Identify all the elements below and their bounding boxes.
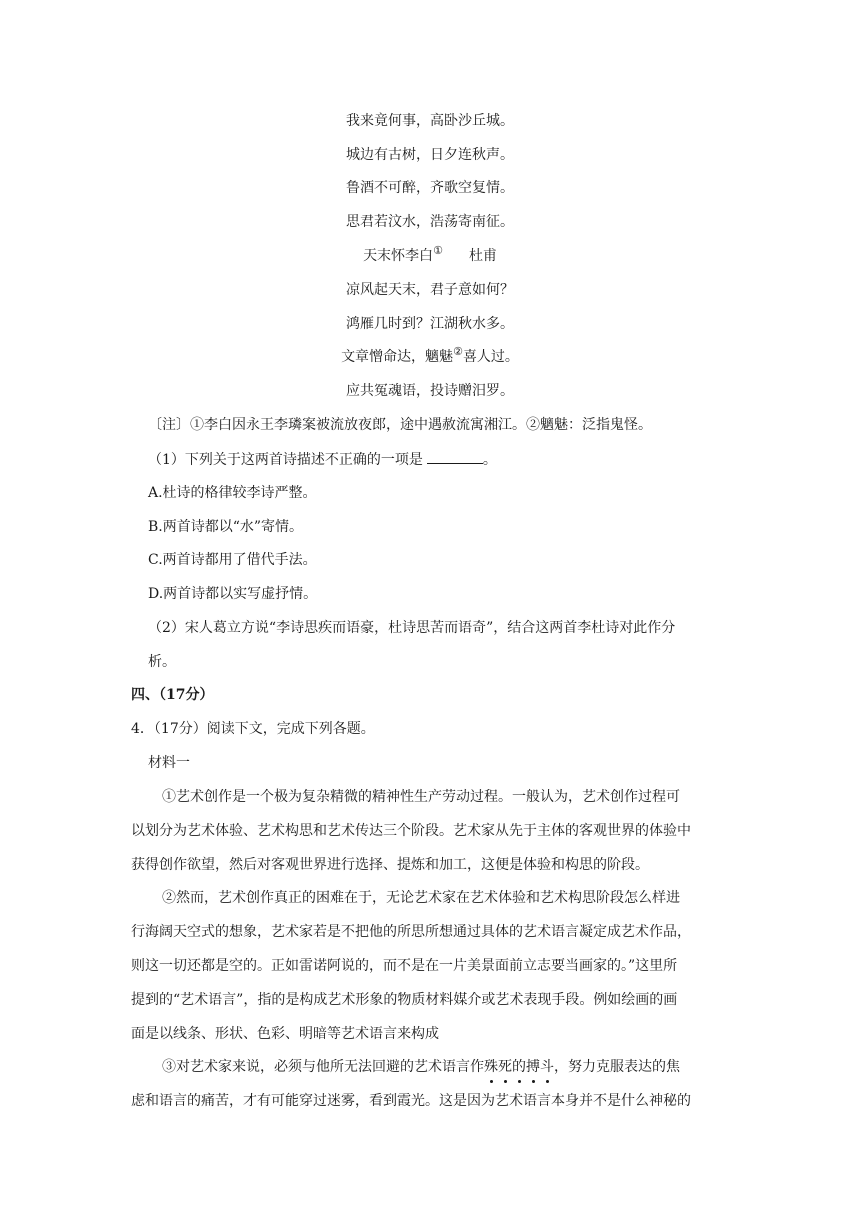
emphasized-char: 的 <box>512 1059 526 1075</box>
emphasized-phrase <box>484 1059 554 1075</box>
option-a: A.杜诗的格律较李诗严整。 <box>148 485 317 501</box>
option-c: C.两首诗都用了借代手法。 <box>148 552 317 568</box>
paragraph-line: 虑和语言的痛苦，才有可能穿过迷雾，看到霞光。这是因为艺术语言本身并不是什么神秘的 <box>131 1093 691 1109</box>
emphasized-char: 死 <box>498 1059 512 1075</box>
poem2-line-part: 文章憎命达，魑魅 <box>341 349 454 365</box>
poem1-line: 思君若汶水，浩荡寄南征。 <box>346 214 514 230</box>
poem1-line: 我来竟何事，高卧沙丘城。 <box>346 113 514 129</box>
question-1-stem <box>148 449 497 469</box>
poem2-line: 鸿雁几时到？江湖秋水多。 <box>346 316 514 332</box>
emphasized-char: 殊 <box>484 1059 498 1075</box>
answer-blank <box>427 449 483 464</box>
note-marker: ① <box>433 244 443 257</box>
question-1-end: 。 <box>482 452 497 468</box>
poem2-line: 应共冤魂语，投诗赠汨罗。 <box>346 383 514 399</box>
option-d: D.两首诗都以实写虚抒情。 <box>148 586 318 602</box>
question-2-line: （2）宋人葛立方说“李诗思疾而语豪，杜诗思苦而语奇”，结合这两首李杜诗对此作分 <box>148 620 676 636</box>
paragraph-line: ①艺术创作是一个极为复杂精微的精神性生产劳动过程。一般认为，艺术创作过程可 <box>162 789 680 805</box>
poem2-title-line <box>0 246 860 266</box>
paragraph-text: ，努力克服表达的焦 <box>554 1059 680 1075</box>
poem2-line <box>0 347 860 367</box>
paragraph-line <box>162 1057 680 1077</box>
poem1-line: 城边有古树，日夕连秋声。 <box>346 147 514 163</box>
paragraph-text: ③对艺术家来说，必须与他所无法回避的艺术语言作 <box>162 1059 484 1075</box>
poem-notes: 〔注〕①李白因永王李璘案被流放夜郎，途中遇赦流寓湘江。②魑魅：泛指鬼怪。 <box>148 417 652 433</box>
poem2-line-part: 喜人过。 <box>462 349 519 365</box>
emphasized-char: 搏 <box>526 1059 540 1075</box>
note-marker: ② <box>453 345 463 358</box>
paragraph-line: 行海阔天空式的想象，艺术家若是不把他的所思所想通过具体的艺术语言凝定成艺术作品， <box>131 924 691 940</box>
paragraph-line: ②然而，艺术创作真正的困难在于，无论艺术家在艺术体验和艺术构思阶段怎么样进 <box>162 890 680 906</box>
question-4-stem: 4．（17分）阅读下文，完成下列各题。 <box>131 721 375 737</box>
poem2-line: 凉风起天末，君子意如何？ <box>346 282 514 298</box>
material-label: 材料一 <box>148 755 190 771</box>
option-b: B.两首诗都以“水”寄情。 <box>148 519 304 535</box>
paragraph-line: 以划分为艺术体验、艺术构思和艺术传达三个阶段。艺术家从先于主体的客观世界的体验中 <box>131 823 691 839</box>
question-2-line: 析。 <box>148 654 176 670</box>
paragraph-line: 则这一切还都是空的。正如雷诺阿说的，而不是在一片美景面前立志要当画家的。”这里所 <box>131 958 678 974</box>
emphasized-char: 斗 <box>540 1059 554 1075</box>
question-1-text: （1）下列关于这两首诗描述不正确的一项是 <box>148 452 423 468</box>
paragraph-line: 提到的“艺术语言”，指的是构成艺术形象的物质材料媒介或艺术表现手段。例如绘画的画 <box>131 992 678 1008</box>
poem1-line: 鲁酒不可醉，齐歌空复情。 <box>346 180 514 196</box>
paragraph-line: 获得创作欲望，然后对客观世界进行选择、提炼和加工，这便是体验和构思的阶段。 <box>131 857 649 873</box>
poem2-title: 天末怀李白 <box>363 248 434 264</box>
poem2-author: 杜甫 <box>468 248 497 264</box>
section-heading: 四、（17分） <box>131 687 214 703</box>
paragraph-line: 面是以线条、形状、色彩、明暗等艺术语言来构成 <box>131 1026 439 1042</box>
